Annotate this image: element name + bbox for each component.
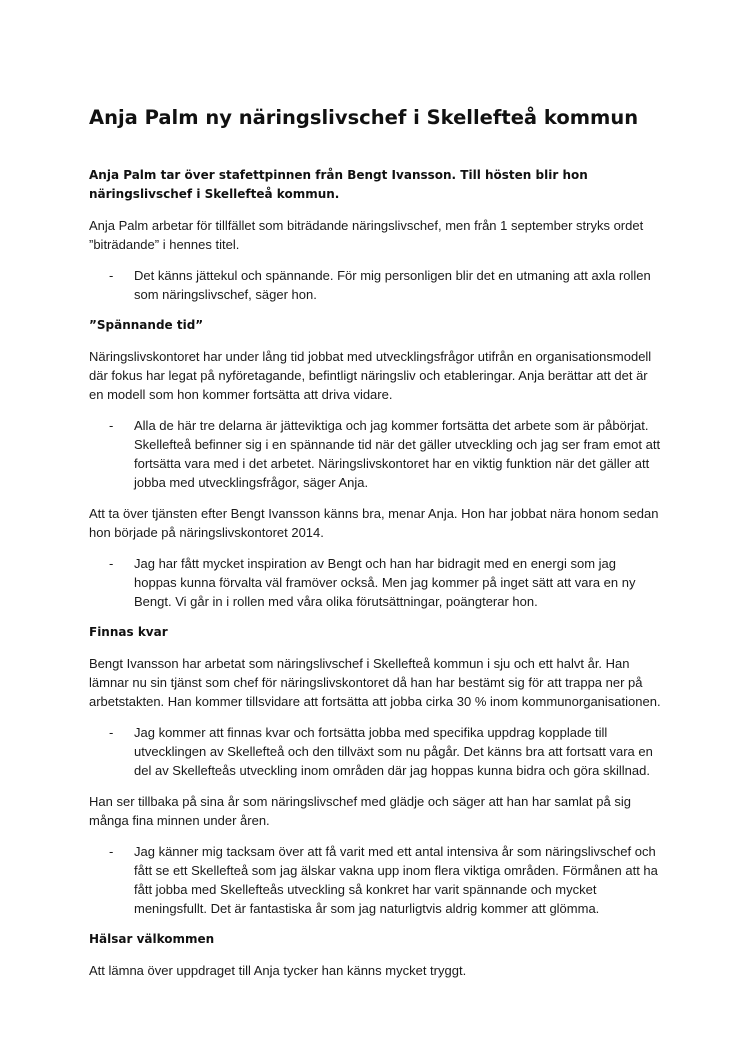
paragraph-2: Näringslivskontoret har under lång tid jobbat med utvecklingsfrågor utifrån en organisationsmodell där fokus har legat på nyföretagande, befintligt näringsliv och etableringar. Anja berättar att det är en modell som hon kommer fortsätta att driva vidare.	[89, 349, 652, 402]
quote-dash: -	[109, 844, 114, 859]
paragraph-4: Bengt Ivansson har arbetat som näringslivschef i Skellefteå kommun i sju och ett halvt år. Han lämnar nu sin tjänst som chef för näringslivskontoret då han har bestämt sig för att trappa ner på arbetstakten. Han kommer tillsvidare att fortsätta att jobba cirka 30 % inom kommunorganisationen.	[89, 656, 661, 709]
quote-3-text: Jag har fått mycket inspiration av Bengt och han har bidragit med en energi som jag hoppas kunna förvalta väl framöver också. Men jag kommer på inget sätt att vara en ny Bengt. Vi går in i rollen med våra olika förutsättningar, poängterar hon.	[134, 556, 636, 609]
quote-2	[89, 416, 661, 492]
quote-3	[89, 554, 661, 611]
quote-dash: -	[109, 556, 114, 571]
quote-1	[89, 266, 661, 304]
quote-dash: -	[109, 725, 114, 740]
paragraph-1: Anja Palm arbetar för tillfället som biträdande näringslivschef, men från 1 september stryks ordet ”biträdande” i hennes titel.	[89, 218, 644, 252]
article-title: Anja Palm ny näringslivschef i Skellefteå kommun	[89, 106, 639, 129]
paragraph-6: Att lämna över uppdraget till Anja tycker han känns mycket tryggt.	[89, 963, 467, 978]
heading-finnas-kvar: Finnas kvar	[89, 625, 168, 639]
quote-5	[89, 842, 661, 918]
paragraph-3: Att ta över tjänsten efter Bengt Ivansson känns bra, menar Anja. Hon har jobbat nära honom sedan hon började på näringslivskontoret 2014.	[89, 506, 659, 540]
paragraph-5: Han ser tillbaka på sina år som näringslivschef med glädje och säger att han har samlat på sig många fina minnen under åren.	[89, 794, 631, 828]
heading-spannande-tid: ”Spännande tid”	[89, 318, 204, 332]
quote-4-text: Jag kommer att finnas kvar och fortsätta jobba med specifika uppdrag kopplade till utvecklingen av Skellefteå och den tillväxt som nu pågår. Det känns bra att fortsatt vara en del av Skellefteås utveckling inom områden där jag hoppas kunna bidra och göra skillnad.	[134, 725, 653, 778]
quote-2-text: Alla de här tre delarna är jätteviktiga och jag kommer fortsätta det arbete som är påbörjat. Skellefteå befinner sig i en spännande tid när det gäller utveckling och jag ser fram emot att fortsätta vara med i det arbetet. Näringslivskontoret har en viktig funktion när det gäller att jobba med utvecklingsfrågor, säger Anja.	[134, 418, 661, 490]
quote-5-text: Jag känner mig tacksam över att få varit med ett antal intensiva år som näringslivschef och fått se ett Skellefteå som jag älskar vakna upp inom flera viktiga områden. Förmånen att ha fått jobba med Skellefteås utveckling så konkret har varit spännande och mycket meningsfullt. Det är fantastiska år som jag naturligtvis aldrig kommer att glömma.	[134, 844, 658, 916]
article-lead: Anja Palm tar över stafettpinnen från Bengt Ivansson. Till hösten blir hon näringslivschef i Skellefteå kommun.	[89, 168, 588, 201]
document-page	[89, 104, 661, 992]
quote-4	[89, 723, 661, 780]
heading-halsar-valkommen: Hälsar välkommen	[89, 932, 215, 946]
quote-1-text: Det känns jättekul och spännande. För mig personligen blir det en utmaning att axla rollen som näringslivschef, säger hon.	[134, 268, 651, 302]
quote-dash: -	[109, 268, 114, 283]
quote-dash: -	[109, 418, 114, 433]
